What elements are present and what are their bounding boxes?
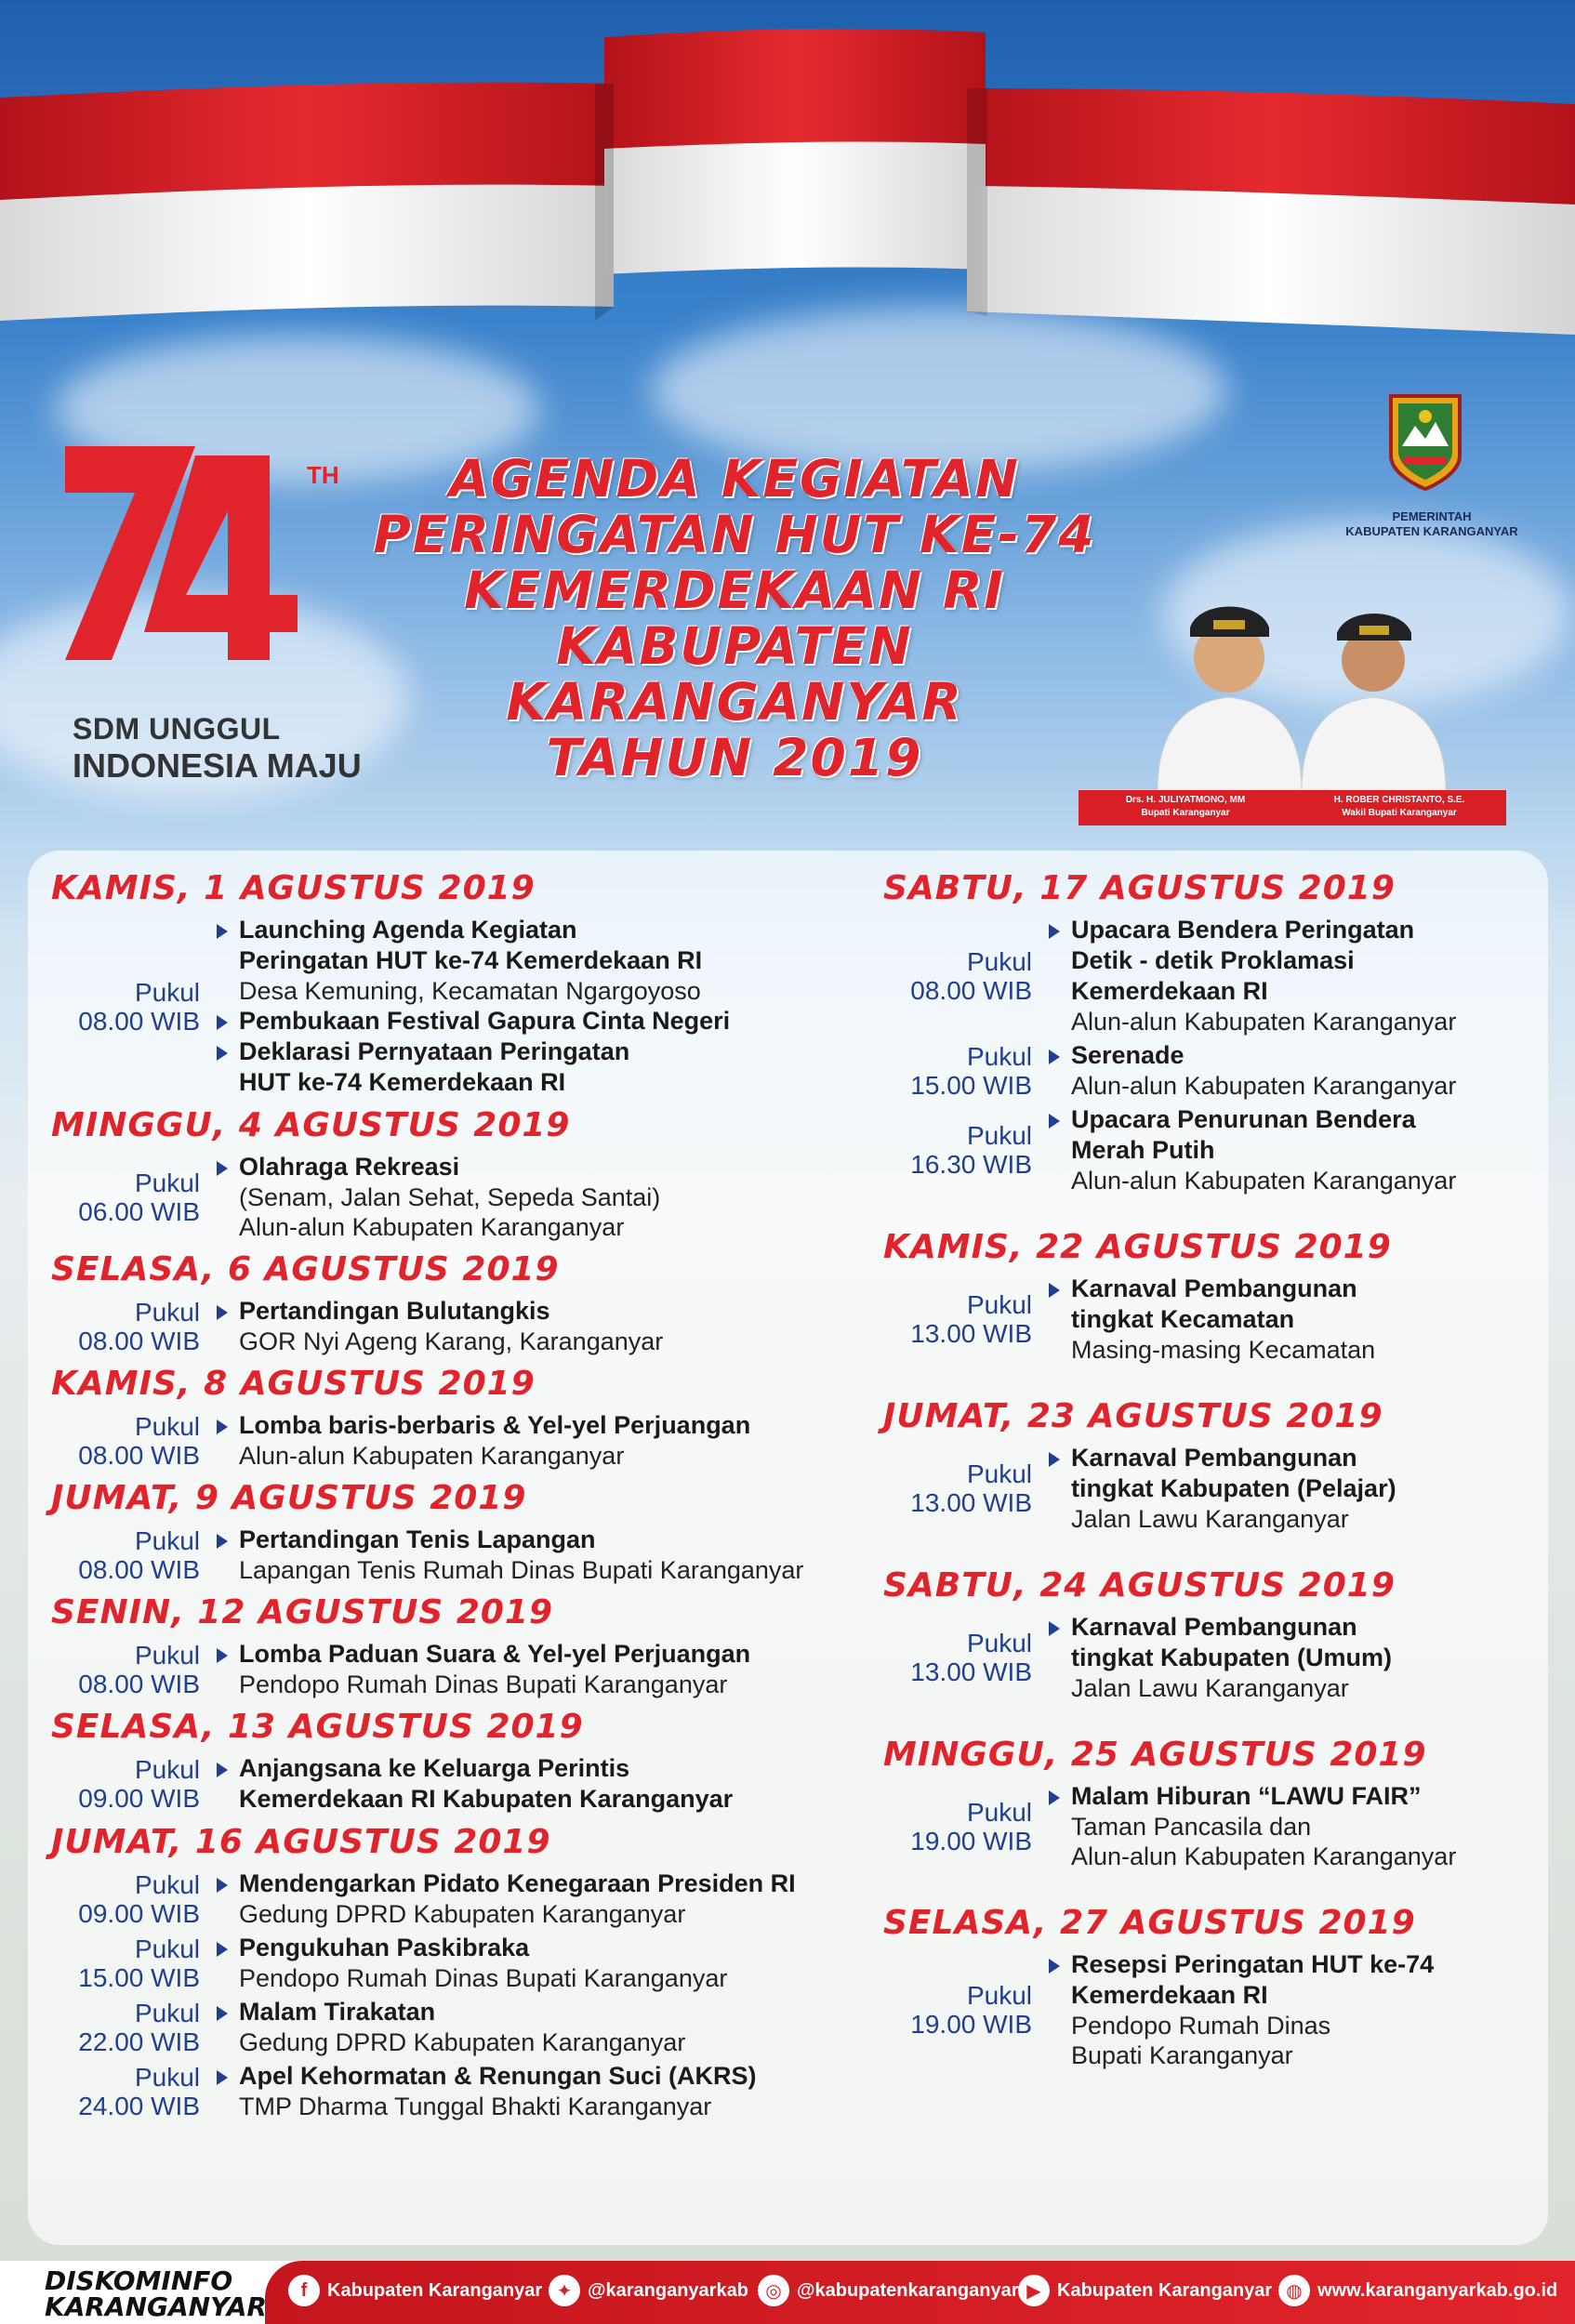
event-list [1043, 1612, 1392, 1703]
event-list [211, 1296, 663, 1356]
event-title: Upacara Bendera Peringatan Detik - detik Proklamasi Kemerdekaan RI [1071, 916, 1415, 1005]
event-item [211, 1933, 727, 1993]
event-time: Pukul 08.00 WIB [78, 1640, 200, 1698]
event-title: Mendengarkan Pidato Kenegaraan Presiden RI [239, 1869, 796, 1897]
day-heading: MINGGU, 25 AGUSTUS 2019 [883, 1736, 1427, 1774]
agenda-day [883, 1393, 1525, 1534]
event-location: Alun-alun Kabupaten Karanganyar [1071, 1072, 1457, 1100]
wakil-bupati-photo [1292, 572, 1455, 790]
bupati-photo [1148, 572, 1311, 790]
twitter-link[interactable] [549, 2275, 748, 2306]
day-heading: SELASA, 6 AGUSTUS 2019 [51, 1250, 560, 1288]
event-title: Pengukuhan Paskibraka [239, 1934, 530, 1961]
event-time: Pukul 09.00 WIB [78, 1755, 200, 1813]
event-title: Deklarasi Pernyataan Peringatan HUT ke-74 Kemerdekaan RI [239, 1037, 630, 1096]
event-location: GOR Nyi Ageng Karang, Karanganyar [239, 1327, 664, 1355]
day-heading: JUMAT, 9 AGUSTUS 2019 [51, 1479, 527, 1517]
event-item [211, 1410, 750, 1471]
title-line3: KEMERDEKAAN RI [464, 561, 1005, 620]
agenda-day [51, 1360, 860, 1471]
official-name: H. ROBER CHRISTANTO, S.E. [1333, 795, 1465, 805]
event-item [211, 1525, 803, 1585]
agenda-right-column [883, 865, 1525, 2074]
time-slot [51, 1296, 860, 1356]
agenda-day [51, 865, 860, 1098]
event-item [211, 1006, 730, 1037]
title-line1: AGENDA KEGIATAN [449, 449, 1020, 508]
day-heading: SELASA, 13 AGUSTUS 2019 [51, 1708, 584, 1746]
event-list [1043, 915, 1456, 1037]
event-item [211, 915, 730, 1006]
time-slot [883, 1612, 1525, 1703]
event-location: Pendopo Rumah Dinas Bupati Karanganyar [239, 1670, 728, 1698]
time-slot [883, 1443, 1525, 1534]
time-slot [51, 2061, 860, 2121]
time-slot [51, 915, 860, 1098]
time-slot [51, 1868, 860, 1929]
event-title: Resepsi Peringatan HUT ke-74 Kemerdekaan RI [1071, 1950, 1435, 2009]
event-list [211, 1997, 685, 2057]
title-line2: PERINGATAN HUT KE-74 [373, 505, 1096, 564]
event-list [211, 1639, 750, 1699]
facebook-label: Kabupaten Karanganyar [327, 2279, 543, 2301]
event-item [211, 1753, 733, 1815]
event-list [211, 1753, 733, 1815]
event-location: Taman Pancasila dan Alun-alun Kabupaten Karanganyar [1071, 1813, 1457, 1870]
event-item [211, 1997, 685, 2057]
event-item [1043, 1612, 1392, 1703]
event-location: (Senam, Jalan Sehat, Sepeda Santai) Alun-alun Kabupaten Karanganyar [239, 1183, 661, 1241]
twitter-icon: ✦ [549, 2275, 580, 2306]
youtube-label: Kabupaten Karanganyar [1057, 2279, 1273, 2301]
event-location: TMP Dharma Tunggal Bhakti Karanganyar [239, 2093, 712, 2120]
time-slot [51, 1933, 860, 1993]
event-title: Malam Hiburan “LAWU FAIR” [1071, 1782, 1422, 1810]
day-heading: SENIN, 12 AGUSTUS 2019 [51, 1593, 554, 1631]
event-title: Olahraga Rekreasi [239, 1153, 460, 1181]
event-list [1043, 1781, 1456, 1871]
time-slot [51, 1639, 860, 1699]
event-list [211, 1410, 750, 1471]
youtube-link[interactable] [1018, 2275, 1272, 2306]
hut-74-logo [56, 437, 353, 697]
agenda-day [883, 1899, 1525, 2070]
event-location: Gedung DPRD Kabupaten Karanganyar [239, 1900, 686, 1928]
website-label: www.karanganyarkab.go.id [1317, 2279, 1558, 2301]
event-time: Pukul 09.00 WIB [78, 1869, 200, 1928]
official-name: Drs. H. JULIYATMONO, MM [1125, 795, 1246, 805]
day-heading: SABTU, 17 AGUSTUS 2019 [883, 869, 1396, 907]
event-title: Upacara Penurunan Bendera Merah Putih [1071, 1105, 1416, 1164]
emblem-line1: PEMERINTAH [1392, 509, 1472, 523]
event-list [1043, 1274, 1375, 1365]
time-slot [51, 1997, 860, 2057]
officials-photo [1130, 548, 1474, 790]
time-slot [51, 1525, 860, 1585]
time-slot [883, 1040, 1525, 1101]
time-slot [51, 1410, 860, 1471]
time-slot [883, 1781, 1525, 1871]
event-title: Karnaval Pembangunan tingkat Kabupaten (Pelajar) [1071, 1444, 1396, 1502]
event-title: Serenade [1071, 1041, 1185, 1069]
footer-brand [45, 2265, 267, 2322]
day-heading: KAMIS, 8 AGUSTUS 2019 [51, 1365, 536, 1403]
time-slot [883, 1104, 1525, 1195]
instagram-icon: ◎ [758, 2275, 789, 2306]
event-list [1043, 1443, 1396, 1534]
event-title: Malam Tirakatan [239, 1998, 436, 2026]
agenda-day [51, 1246, 860, 1356]
event-item [1043, 1104, 1456, 1195]
event-location: Gedung DPRD Kabupaten Karanganyar [239, 2028, 686, 2056]
event-list [211, 2061, 757, 2121]
day-heading: MINGGU, 4 AGUSTUS 2019 [51, 1106, 571, 1144]
tagline [73, 710, 362, 785]
title-line5: TAHUN 2019 [546, 728, 923, 787]
event-time: Pukul 15.00 WIB [910, 1041, 1032, 1100]
time-slot [883, 1274, 1525, 1365]
event-time: Pukul 13.00 WIB [910, 1459, 1032, 1517]
facebook-icon: f [288, 2275, 320, 2306]
event-location: Masing-masing Kecamatan [1071, 1336, 1376, 1364]
time-slot [883, 1949, 1525, 2070]
official-role: Bupati Karanganyar [1141, 808, 1230, 818]
event-item [1043, 1040, 1456, 1101]
agenda-day [883, 1731, 1525, 1871]
agenda-day [51, 1102, 860, 1242]
event-item [1043, 1781, 1456, 1871]
event-list [211, 1152, 660, 1242]
website-link[interactable] [1278, 2275, 1557, 2306]
event-list [211, 1525, 803, 1585]
event-time: Pukul 13.00 WIB [910, 1290, 1032, 1348]
time-slot [51, 1152, 860, 1242]
event-location: Alun-alun Kabupaten Karanganyar [1071, 1167, 1457, 1195]
event-title: Anjangsana ke Keluarga Perintis Kemerdekaan RI Kabupaten Karanganyar [239, 1754, 734, 1813]
event-time: Pukul 06.00 WIB [78, 1168, 200, 1226]
event-time: Pukul 08.00 WIB [78, 977, 200, 1036]
event-item [211, 1639, 750, 1699]
event-item [211, 1152, 660, 1242]
event-item [1043, 1443, 1396, 1534]
event-list [1043, 1949, 1434, 2070]
event-list [1043, 1104, 1456, 1195]
logo-suffix: TH [307, 461, 339, 489]
day-heading: KAMIS, 1 AGUSTUS 2019 [51, 869, 536, 907]
agenda-day [883, 1223, 1525, 1365]
officials-nameplate [1079, 790, 1506, 825]
event-time: Pukul 24.00 WIB [78, 2062, 200, 2120]
event-time: Pukul 22.00 WIB [78, 1998, 200, 2056]
event-title: Lomba Paduan Suara & Yel-yel Perjuangan [239, 1640, 751, 1668]
event-item [211, 2061, 757, 2121]
event-location: Pendopo Rumah Dinas Bupati Karanganyar [1071, 2012, 1331, 2069]
event-list [211, 1868, 796, 1929]
karanganyar-emblem-icon [1383, 390, 1467, 493]
official-role: Wakil Bupati Karanganyar [1342, 808, 1457, 818]
title-line4: KABUPATEN KARANGANYAR [506, 616, 963, 732]
globe-icon: ◍ [1278, 2275, 1310, 2306]
facebook-link[interactable] [288, 2275, 542, 2306]
event-location: Desa Kemuning, Kecamatan Ngargoyoso [239, 977, 701, 1005]
tagline-line1: SDM UNGGUL [73, 712, 281, 746]
event-title: Karnaval Pembangunan tingkat Kecamatan [1071, 1274, 1357, 1333]
event-time: Pukul 13.00 WIB [910, 1629, 1032, 1686]
event-title: Pertandingan Tenis Lapangan [239, 1525, 596, 1553]
event-location: Pendopo Rumah Dinas Bupati Karanganyar [239, 1964, 728, 1992]
event-time: Pukul 08.00 WIB [78, 1297, 200, 1355]
event-item [211, 1296, 663, 1356]
event-list [1043, 1040, 1456, 1101]
instagram-label: @kabupatenkaranganyar [797, 2279, 1019, 2301]
event-time: Pukul 19.00 WIB [910, 1981, 1032, 2039]
tagline-line2: INDONESIA MAJU [73, 746, 362, 785]
day-heading: SABTU, 24 AGUSTUS 2019 [883, 1566, 1396, 1604]
event-item [211, 1868, 796, 1929]
event-title: Pembukaan Festival Gapura Cinta Negeri [239, 1007, 731, 1035]
event-title: Pertandingan Bulutangkis [239, 1297, 550, 1325]
emblem-line2: KABUPATEN KARANGANYAR [1345, 524, 1518, 538]
event-time: Pukul 16.30 WIB [910, 1121, 1032, 1179]
twitter-label: @karanganyarkab [588, 2279, 748, 2301]
day-heading: JUMAT, 16 AGUSTUS 2019 [51, 1823, 551, 1861]
emblem-caption [1339, 509, 1525, 539]
event-list [211, 1933, 727, 1993]
event-title: Karnaval Pembangunan tingkat Kabupaten (Umum) [1071, 1613, 1393, 1671]
event-time: Pukul 08.00 WIB [78, 1525, 200, 1584]
agenda-left-column [51, 865, 860, 2125]
time-slot [51, 1753, 860, 1815]
event-item [1043, 915, 1456, 1037]
event-title: Apel Kehormatan & Renungan Suci (AKRS) [239, 2062, 757, 2090]
event-location: Jalan Lawu Karanganyar [1071, 1505, 1349, 1533]
event-item [1043, 1949, 1434, 2070]
day-heading: JUMAT, 23 AGUSTUS 2019 [883, 1397, 1383, 1435]
event-time: Pukul 15.00 WIB [78, 1934, 200, 1992]
indonesian-flag [0, 0, 1575, 372]
day-heading: SELASA, 27 AGUSTUS 2019 [883, 1904, 1416, 1942]
agenda-day [883, 865, 1525, 1195]
event-item [211, 1037, 730, 1098]
event-location: Alun-alun Kabupaten Karanganyar [1071, 1008, 1457, 1036]
youtube-icon: ▶ [1018, 2275, 1050, 2306]
event-time: Pukul 19.00 WIB [910, 1797, 1032, 1855]
footer-brand-line2: KARANGANYAR [45, 2291, 267, 2322]
day-heading: KAMIS, 22 AGUSTUS 2019 [883, 1228, 1392, 1266]
instagram-link[interactable] [758, 2275, 1018, 2306]
agenda-day [883, 1562, 1525, 1703]
event-location: Alun-alun Kabupaten Karanganyar [239, 1442, 625, 1470]
agenda-day [51, 1474, 860, 1585]
event-location: Lapangan Tenis Rumah Dinas Bupati Karanganyar [239, 1556, 804, 1584]
agenda-day [51, 1703, 860, 1815]
event-title: Lomba baris-berbaris & Yel-yel Perjuangan [239, 1411, 751, 1439]
event-location: Jalan Lawu Karanganyar [1071, 1674, 1349, 1702]
agenda-day [51, 1818, 860, 2121]
time-slot [883, 915, 1525, 1037]
page-title [335, 451, 1134, 786]
footer-brand-line1: DISKOMINFO [45, 2265, 233, 2296]
event-item [1043, 1274, 1375, 1365]
event-title: Launching Agenda Kegiatan Peringatan HUT ke-74 Kemerdekaan RI [239, 916, 703, 974]
agenda-day [51, 1589, 860, 1699]
event-list [211, 915, 730, 1098]
event-time: Pukul 08.00 WIB [78, 1411, 200, 1470]
event-time: Pukul 08.00 WIB [910, 946, 1032, 1005]
